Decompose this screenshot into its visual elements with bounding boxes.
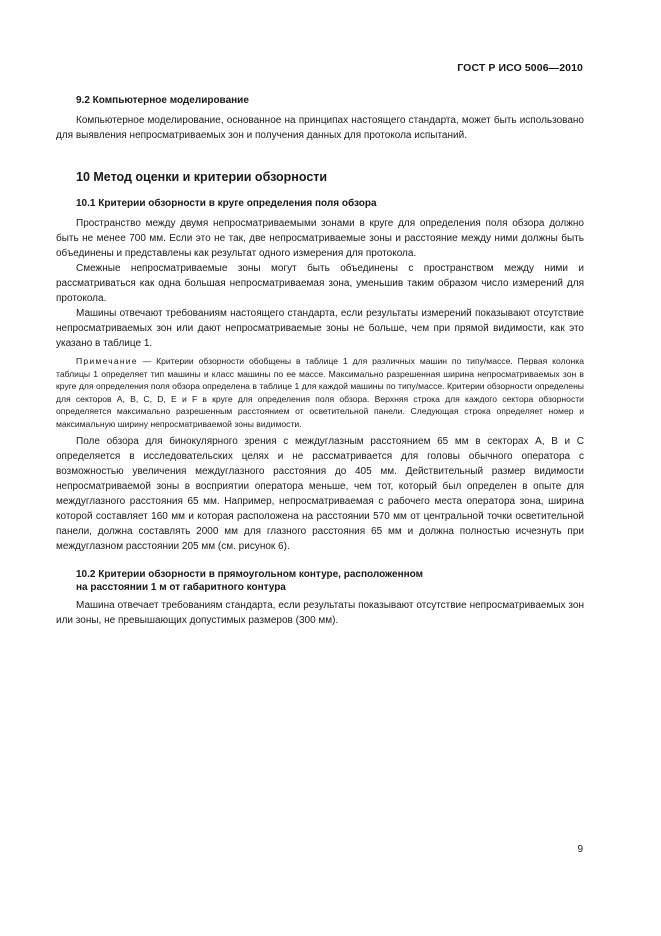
document-body [56, 94, 584, 628]
note-text: — Критерии обзорности обобщены в таблице 1 для различных машин по типу/массе. Первая колонка таблицы 1 определяет тип машины и класс машины по ее массе. Максимально разрешенная ширина непросматриваемых зон в круге для определения поля обзора определена в таблице 1 для каждой машины по типу/массе. Критерии обзорности определены для секторов A, B, C, D, E и F в круге для определения поля обзора. Верхняя строка для каждого сектора обзорности определяется максимально разрешенным расстоянием от осветительной панели. Следующая строка определяет номер и максимальную ширину непросматриваемой зоны видимости. [56, 356, 584, 429]
note-label: Примечание [76, 356, 138, 366]
section-10-2-heading [76, 568, 584, 594]
section-10-1-paragraph-2: Смежные непросматриваемые зоны могут быть объединены с пространством между ними и рассматриваться как одна большая непросматриваемая зона, уменьшив таким образом число измерений для протокола. [56, 263, 584, 304]
section-10-1-note [56, 355, 584, 430]
page-number: 9 [577, 844, 583, 855]
section-10-2-paragraph: Машина отвечает требованиям стандарта, если результаты показывают отсутствие непросматриваемых зон или зоны, не превышающих допустимых размеров (300 мм). [56, 600, 584, 626]
section-9-2-paragraph: Компьютерное моделирование, основанное на принципах настоящего стандарта, может быть использовано для выявления непросматриваемых зон и получения данных для протокола испытаний. [56, 115, 584, 141]
document-header: ГОСТ Р ИСО 5006—2010 [457, 62, 583, 74]
section-10-1-paragraph-3: Машины отвечают требованиям настоящего стандарта, если результаты измерений показывают отсутствие непросматриваемых зон или дают непросматриваемые зоны не больше, чем при прямой видимости, как это указано в таблице 1. [56, 308, 584, 349]
section-10-1-paragraph-4: Поле обзора для бинокулярного зрения с междуглазным расстоянием 65 мм в секторах A, B и C определяется в исследовательских целях и не рассматривается для головы обычного оператора с возможностью увеличения междуглазного расстояния до 405 мм. Действительный размер видимости непросматриваемой зоны в восприятии оператора меньше, чем тот, который был определен в опыте для междуглазного расстояния 65 мм. Например, непросматриваемая с рабочего места оператора зона, ширина которой составляет 160 мм и которая расположена на расстоянии 570 мм от центральной точки осветительной панели, должна составлять 2000 мм для глазного расстояния 65 мм и должна полностью исчезнуть при междуглазном расстоянии 205 мм (см. рисунок 6). [56, 436, 584, 552]
section-9-2-heading: 9.2 Компьютерное моделирование [76, 95, 249, 106]
section-10-heading: 10 Метод оценки и критерии обзорности [76, 170, 328, 184]
section-10-2-heading-line-2: на расстоянии 1 м от габаритного контура [76, 582, 286, 593]
section-10-2-heading-line-1: 10.2 Критерии обзорности в прямоугольном контуре, расположенном [76, 569, 424, 580]
section-10-1-heading: 10.1 Критерии обзорности в круге определения поля обзора [76, 198, 377, 209]
section-10-1-paragraph-1: Пространство между двумя непросматриваемыми зонами в круге для определения поля обзора должно быть не менее 700 мм. Если это не так, две непросматриваемые зоны и расстояние между ними должны быть объединены и представлены как результат одного измерения для протокола. [56, 218, 584, 259]
